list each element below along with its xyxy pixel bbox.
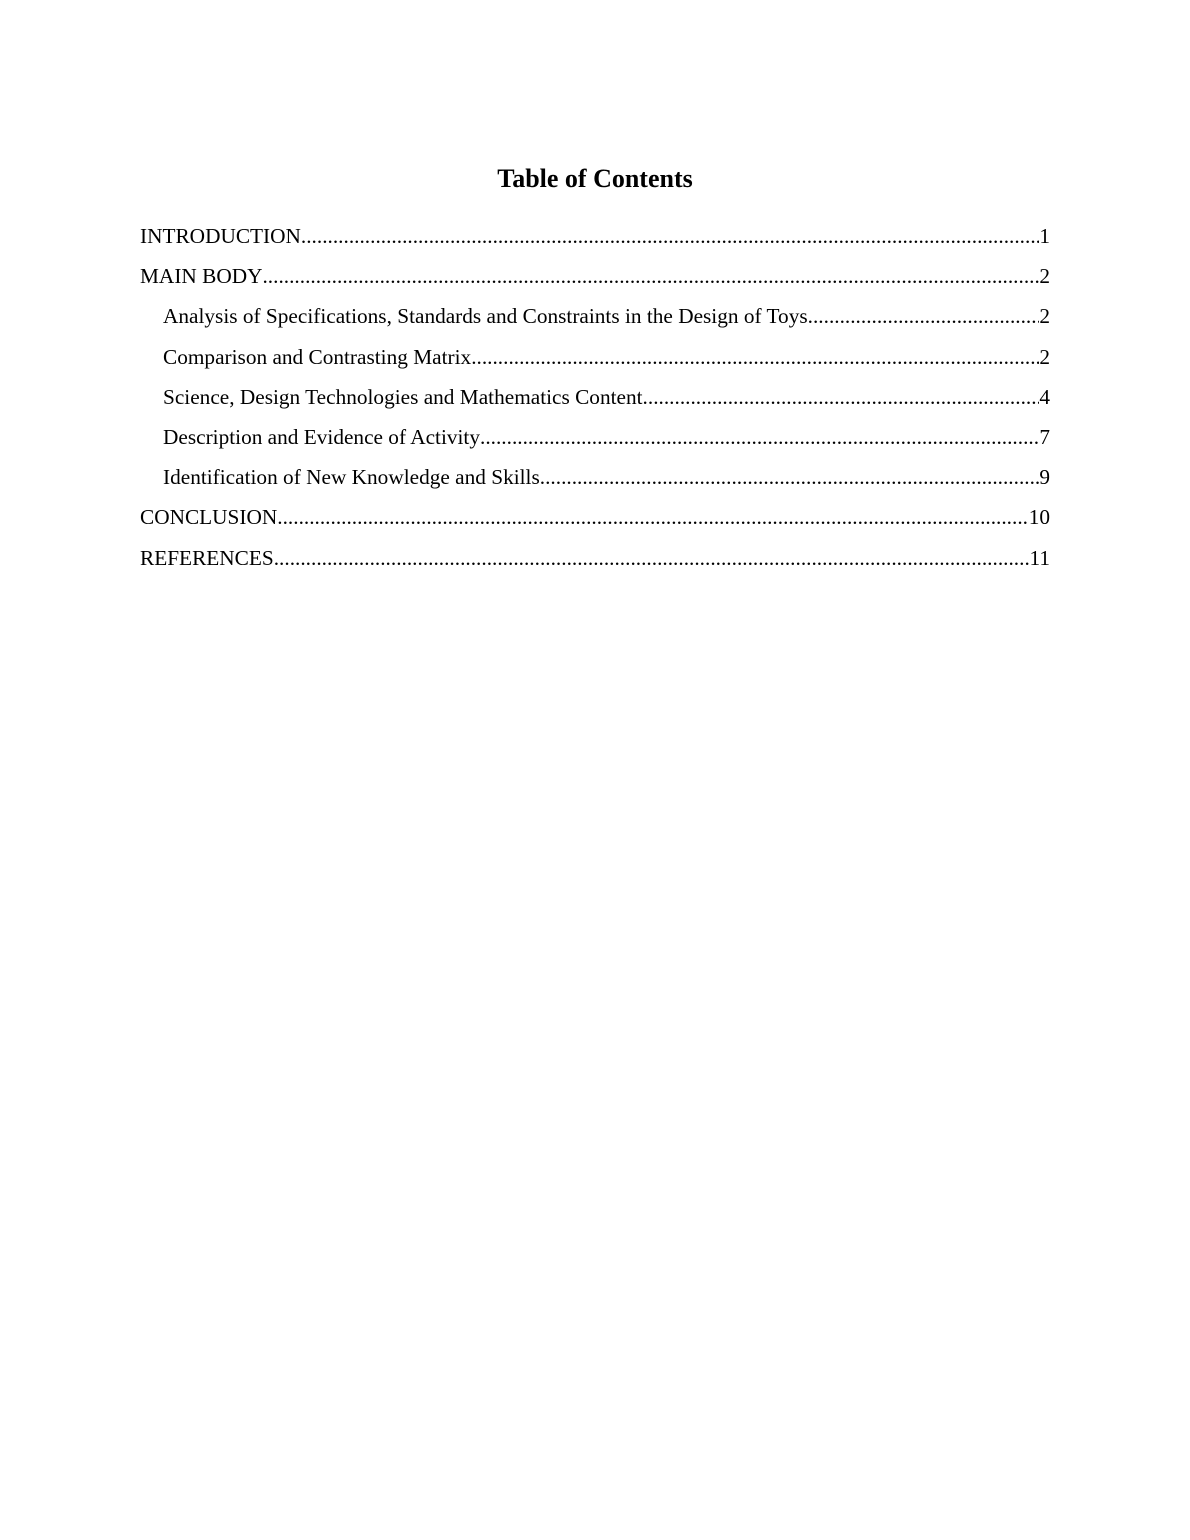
toc-entry-label: REFERENCES: [140, 545, 274, 570]
toc-entry-introduction[interactable]: [140, 220, 1050, 260]
toc-entry-page-number: 9: [1039, 465, 1050, 490]
toc-entry-label: Description and Evidence of Activity: [163, 424, 480, 449]
toc-entry-page-number: 4: [1039, 384, 1050, 409]
toc-entry-page-number: 2: [1039, 344, 1050, 369]
toc-entry-page-number: 2: [1039, 264, 1050, 289]
toc-entry-label: Science, Design Technologies and Mathematics Content: [163, 384, 643, 409]
toc-entry-label: INTRODUCTION: [140, 224, 301, 248]
toc-entry-new-knowledge-and-skills[interactable]: [140, 461, 1050, 501]
toc-entry-label: Identification of New Knowledge and Skills: [163, 465, 540, 490]
toc-entry-page-number: 10: [1028, 505, 1050, 530]
toc-dot-leader: [274, 542, 1030, 574]
toc-entry-main-body[interactable]: [140, 260, 1050, 300]
toc-entry-page-number: 2: [1039, 304, 1050, 329]
toc-entry-label: Analysis of Specifications, Standards and Constraints in the Design of Toys: [163, 304, 808, 329]
toc-entry-page-number: 11: [1029, 545, 1050, 570]
toc-dot-leader: [277, 501, 1028, 533]
toc-entry-analysis-of-specifications[interactable]: [140, 300, 1050, 340]
toc-entry-page-number: 1: [1039, 224, 1050, 248]
toc-dot-leader: [262, 260, 1039, 292]
toc-entry-label: Comparison and Contrasting Matrix: [163, 344, 472, 369]
toc-entry-science-design-technologies[interactable]: [140, 381, 1050, 421]
toc-entry-references[interactable]: [140, 542, 1050, 582]
toc-dot-leader: [643, 381, 1040, 413]
toc-dot-leader: [808, 300, 1040, 332]
toc-list: [140, 220, 1050, 582]
toc-entry-label: CONCLUSION: [140, 505, 278, 530]
toc-title: Table of Contents: [497, 164, 693, 193]
toc-entry-description-of-activity[interactable]: [140, 421, 1050, 461]
toc-dot-leader: [480, 421, 1039, 453]
toc-entry-page-number: 7: [1039, 424, 1050, 449]
toc-entry-comparison-matrix[interactable]: [140, 341, 1050, 381]
toc-entry-label: MAIN BODY: [140, 264, 263, 289]
toc-dot-leader: [301, 220, 1039, 252]
toc-entry-conclusion[interactable]: [140, 501, 1050, 541]
toc-dot-leader: [471, 341, 1039, 373]
toc-dot-leader: [540, 461, 1040, 493]
